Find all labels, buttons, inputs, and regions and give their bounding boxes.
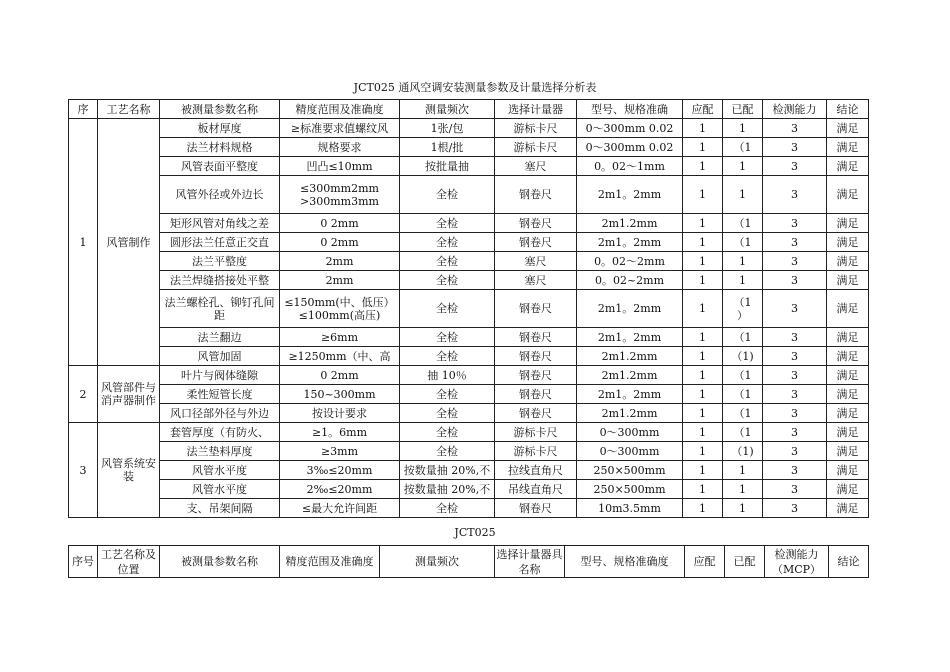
table-row [69,328,869,347]
conclusion-cell: 满足 [827,347,869,366]
table-row [69,347,869,366]
configured-cell: （1 [723,404,763,423]
required-cell: 1 [683,176,723,214]
instrument-cell: 钢卷尺 [495,233,577,252]
frequency-cell: 全检 [400,499,495,518]
parameter-cell: 法兰翻边 [160,328,280,347]
required-cell: 1 [683,461,723,480]
configured-cell: 1 [723,271,763,290]
instrument-cell: 钢卷尺 [495,328,577,347]
parameter-cell: 法兰焊缝搭接处平整 [160,271,280,290]
capability-cell: 3 [763,271,827,290]
capability-cell: 3 [763,499,827,518]
conclusion-cell: 满足 [827,480,869,499]
header-cell: 测量频次 [380,546,495,578]
conclusion-cell: 满足 [827,252,869,271]
conclusion-cell: 满足 [827,176,869,214]
configured-cell: （1) [723,442,763,461]
spec-cell: 250×500mm [577,461,683,480]
table-row [69,480,869,499]
header-cell: 工艺名称 [98,100,160,119]
parameter-cell: 风管水平度 [160,480,280,499]
spec-cell: 2m1。2mm [577,233,683,252]
parameter-cell: 法兰垫料厚度 [160,442,280,461]
table-row [69,385,869,404]
conclusion-cell: 满足 [827,423,869,442]
configured-cell: 1 [723,119,763,138]
configured-cell: （1 [723,233,763,252]
parameter-cell: 风管外径或外边长 [160,176,280,214]
capability-cell: 3 [763,366,827,385]
conclusion-cell: 满足 [827,271,869,290]
parameter-cell: 柔性短管长度 [160,385,280,404]
accuracy-cell: 凹凸≤10mm [280,157,400,176]
conclusion-cell: 满足 [827,119,869,138]
spec-cell: 2m1。2mm [577,328,683,347]
spec-cell: 250×500mm [577,480,683,499]
required-cell: 1 [683,119,723,138]
instrument-cell: 钢卷尺 [495,290,577,328]
header-cell: 序号 [69,546,98,578]
table-row [69,157,869,176]
capability-cell: 3 [763,233,827,252]
frequency-cell: 抽 10％ [400,366,495,385]
accuracy-cell: 按设计要求 [280,404,400,423]
accuracy-cell: ≤最大允许间距 [280,499,400,518]
header-cell: 精度范围及准确度 [280,546,380,578]
conclusion-cell: 满足 [827,442,869,461]
table-title: JCT025 通风空调安装测量参数及计量选择分析表 [353,81,597,94]
frequency-cell: 全检 [400,385,495,404]
spec-cell: 0～300mm [577,442,683,461]
capability-cell: 3 [763,480,827,499]
spec-cell: 2m1。2mm [577,176,683,214]
spec-cell: 2m1。2mm [577,385,683,404]
required-cell: 1 [683,252,723,271]
frequency-cell: 1根/批 [400,138,495,157]
instrument-cell: 游标卡尺 [495,442,577,461]
instrument-cell: 钢卷尺 [495,347,577,366]
parameter-cell: 矩形风管对角线之差 [160,214,280,233]
table-row [69,423,869,442]
configured-cell: （1 [723,138,763,157]
spec-cell: 0～300mm 0.02 [577,138,683,157]
header-cell: 被测量参数名称 [160,100,280,119]
frequency-cell: 1张/包 [400,119,495,138]
parameter-cell: 叶片与阀体缝隙 [160,366,280,385]
instrument-cell: 塞尺 [495,157,577,176]
table-row [69,290,869,328]
header-row [69,546,869,578]
accuracy-cell: ≤300mm2mm >300mm3mm [280,176,400,214]
header-cell: 型号、规格准确 [577,100,683,119]
capability-cell: 3 [763,423,827,442]
table-row [69,461,869,480]
header-cell: 检测能力 [763,100,827,119]
spec-cell: 2m1。2mm [577,290,683,328]
spec-cell: 10m3.5mm [577,499,683,518]
instrument-cell: 塞尺 [495,271,577,290]
row-number-cell: 3 [69,423,98,518]
configured-cell: （1 [723,385,763,404]
instrument-cell: 吊线直角尺 [495,480,577,499]
instrument-cell: 游标卡尺 [495,423,577,442]
spec-cell: 0。02~2mm [577,271,683,290]
frequency-cell: 全检 [400,423,495,442]
configured-cell: （1 ） [723,290,763,328]
conclusion-cell: 满足 [827,461,869,480]
configured-cell: 1 [723,157,763,176]
row-number-cell: 2 [69,366,98,423]
configured-cell: （1 [723,214,763,233]
accuracy-cell: 0 2mm [280,366,400,385]
conclusion-cell: 满足 [827,214,869,233]
capability-cell: 3 [763,252,827,271]
header-cell: 序 [69,100,98,119]
conclusion-cell: 满足 [827,233,869,252]
capability-cell: 3 [763,290,827,328]
accuracy-cell: 2mm [280,271,400,290]
accuracy-cell: 150~300mm [280,385,400,404]
required-cell: 1 [683,214,723,233]
configured-cell: （1 [723,328,763,347]
measurement-table-2 [68,545,869,578]
table-row [69,138,869,157]
header-cell: 已配 [725,546,765,578]
parameter-cell: 法兰材料规格 [160,138,280,157]
table-row [69,176,869,214]
parameter-cell: 风管表面平整度 [160,157,280,176]
conclusion-cell: 满足 [827,157,869,176]
header-cell: 已配 [723,100,763,119]
required-cell: 1 [683,290,723,328]
frequency-cell: 全检 [400,290,495,328]
conclusion-cell: 满足 [827,385,869,404]
table-row [69,499,869,518]
conclusion-cell: 满足 [827,290,869,328]
capability-cell: 3 [763,119,827,138]
required-cell: 1 [683,442,723,461]
required-cell: 1 [683,366,723,385]
parameter-cell: 风管加固 [160,347,280,366]
header-cell: 选择计量器具名称 [496,547,563,576]
required-cell: 1 [683,480,723,499]
process-name-cell: 风管制作 [98,119,160,366]
capability-cell: 3 [763,461,827,480]
parameter-cell: 圆形法兰任意正交直 [160,233,280,252]
conclusion-cell: 满足 [827,366,869,385]
header-cell: 被测量参数名称 [160,546,280,578]
capability-cell: 3 [763,347,827,366]
required-cell: 1 [683,499,723,518]
required-cell: 1 [683,423,723,442]
accuracy-cell: ≤150mm(中、低压）≤100mm(高压) [280,290,400,328]
frequency-cell: 全检 [400,347,495,366]
frequency-cell: 全检 [400,271,495,290]
instrument-cell: 钢卷尺 [495,385,577,404]
header-cell: 应配 [683,100,723,119]
configured-cell: 1 [723,176,763,214]
configured-cell: （1) [723,347,763,366]
capability-cell: 3 [763,138,827,157]
header-cell: 结论 [827,100,869,119]
accuracy-cell: 0 2mm [280,214,400,233]
conclusion-cell: 满足 [827,404,869,423]
instrument-cell: 钢卷尺 [495,499,577,518]
accuracy-cell: ≥1250mm（中、高 [280,347,400,366]
table-row [69,271,869,290]
accuracy-cell: 3‰≤20mm [280,461,400,480]
process-name-cell: 风管部件与消声器制作 [98,366,160,423]
header-cell: 工艺名称及位置 [98,546,160,578]
spec-cell: 2m1.2mm [577,404,683,423]
capability-cell: 3 [763,176,827,214]
header-cell: 型号、规格准确度 [565,546,685,578]
spec-cell: 2m1.2mm [577,214,683,233]
frequency-cell: 全检 [400,252,495,271]
spec-cell: 0。02～1mm [577,157,683,176]
required-cell: 1 [683,233,723,252]
parameter-cell: 法兰平整度 [160,252,280,271]
parameter-cell: 法兰螺栓孔、铆钉孔间距 [160,290,280,328]
header-cell: 选择计量器 [495,100,577,119]
header-cell: 应配 [685,546,725,578]
accuracy-cell: 0 2mm [280,233,400,252]
accuracy-cell: 规格要求 [280,138,400,157]
configured-cell: 1 [723,252,763,271]
conclusion-cell: 满足 [827,328,869,347]
header-cell: 检测能力（MCP） [765,546,829,578]
parameter-cell: 风管水平度 [160,461,280,480]
capability-cell: 3 [763,385,827,404]
accuracy-cell: ≥1。6mm [280,423,400,442]
frequency-cell: 全检 [400,176,495,214]
configured-cell: 1 [723,499,763,518]
instrument-cell: 游标卡尺 [495,119,577,138]
accuracy-cell: ≥标准要求值螺纹风 [280,119,400,138]
configured-cell: （1 [723,366,763,385]
instrument-cell: 拉线直角尺 [495,461,577,480]
frequency-cell: 全检 [400,404,495,423]
parameter-cell: 套管厚度（有防火、 [160,423,280,442]
spec-cell: 0～300mm [577,423,683,442]
accuracy-cell: ≥3mm [280,442,400,461]
required-cell: 1 [683,271,723,290]
configured-cell: 1 [723,480,763,499]
required-cell: 1 [683,404,723,423]
accuracy-cell: 2mm [280,252,400,271]
instrument-cell: 塞尺 [495,252,577,271]
frequency-cell: 按批量抽 [400,157,495,176]
capability-cell: 3 [763,328,827,347]
table-row [69,442,869,461]
table-row [69,214,869,233]
instrument-cell: 钢卷尺 [495,176,577,214]
table-row [69,404,869,423]
row-number-cell: 1 [69,119,98,366]
capability-cell: 3 [763,214,827,233]
table-title-2: JCT025 [454,526,496,539]
instrument-cell: 钢卷尺 [495,366,577,385]
configured-cell: 1 [723,461,763,480]
parameter-cell: 风口径部外径与外边 [160,404,280,423]
frequency-cell: 按数量抽 20%,不 [400,480,495,499]
frequency-cell: 全检 [400,328,495,347]
header-cell: 精度范围及准确度 [280,100,400,119]
instrument-cell: 钢卷尺 [495,404,577,423]
conclusion-cell: 满足 [827,138,869,157]
frequency-cell: 全检 [400,442,495,461]
spec-cell: 2m1.2mm [577,366,683,385]
instrument-cell: 钢卷尺 [495,214,577,233]
measurement-table [68,99,869,518]
header-cell: 测量频次 [400,100,495,119]
accuracy-cell: 2‰≤20mm [280,480,400,499]
capability-cell: 3 [763,157,827,176]
frequency-cell: 全检 [400,214,495,233]
required-cell: 1 [683,385,723,404]
parameter-cell: 支、吊架间隔 [160,499,280,518]
header-row [69,100,869,119]
instrument-cell: 游标卡尺 [495,138,577,157]
configured-cell: （1 [723,423,763,442]
process-name-cell: 风管系统安装 [98,423,160,518]
capability-cell: 3 [763,404,827,423]
table-row [69,252,869,271]
header-cell: 结论 [829,546,869,578]
required-cell: 1 [683,138,723,157]
required-cell: 1 [683,347,723,366]
table-row [69,119,869,138]
conclusion-cell: 满足 [827,499,869,518]
frequency-cell: 全检 [400,233,495,252]
capability-cell: 3 [763,442,827,461]
table-row [69,366,869,385]
spec-cell: 0～300mm 0.02 [577,119,683,138]
spec-cell: 0。02～2mm [577,252,683,271]
spec-cell: 2m1.2mm [577,347,683,366]
required-cell: 1 [683,157,723,176]
accuracy-cell: ≥6mm [280,328,400,347]
frequency-cell: 按数量抽 20%,不 [400,461,495,480]
parameter-cell: 板材厚度 [160,119,280,138]
required-cell: 1 [683,328,723,347]
table-row [69,233,869,252]
